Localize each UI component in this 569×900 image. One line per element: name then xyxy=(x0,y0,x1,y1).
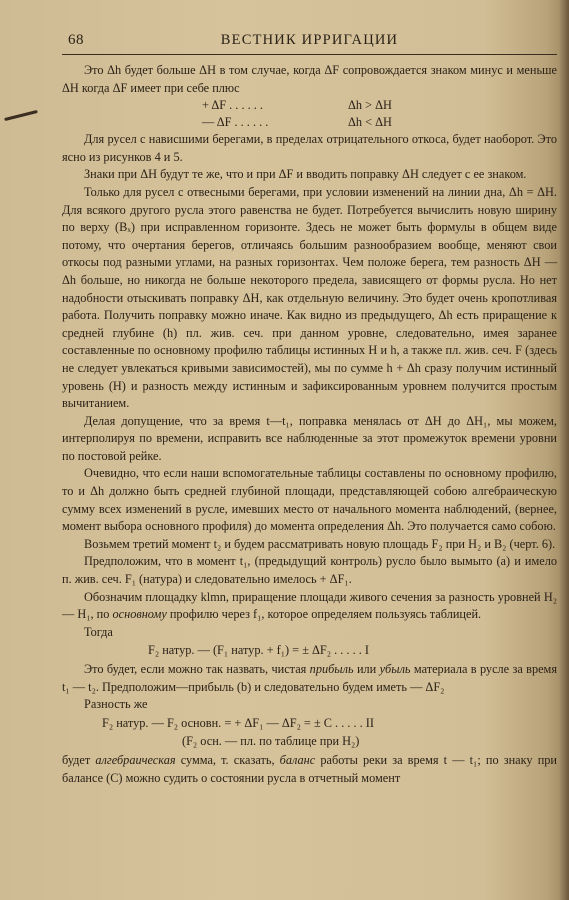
formula-two-note: (F₂ осн. — пл. по таблице при H₂) xyxy=(182,734,360,749)
formula-two: F₂ натур. — F₂ основн. = + ΔF₁ — ΔF₂ = ± C . . . . . II xyxy=(102,715,374,730)
text-run: будет xyxy=(62,752,96,767)
text-run: Обозначим площадку klmn, приращение площади живого сечения за разность уровней H₂ — H₁, по xyxy=(62,589,557,622)
paragraph: Делая допущение, что за время t—t₁, поправка менялась от ΔH до ΔH₁, мы можем, интерполируя по времени, исправить все наблюденные за этот промежуток времени уровни по постовой рейке. xyxy=(62,413,557,463)
header-rule xyxy=(62,54,557,55)
paragraph: Возьмем третий момент t₂ и будем рассматривать новую площадь F₂ при H₂ и B₂ (черт. 6). xyxy=(84,536,556,551)
body-text xyxy=(62,62,557,787)
page-edge-shadow xyxy=(559,0,569,900)
paragraph xyxy=(62,752,557,787)
italic-text: прибыль xyxy=(309,662,354,676)
paragraph: Это Δh будет больше ΔH в том случае, когда ΔF сопровождается знаком минус и меньше ΔH когда ΔF имеет при себе плюс xyxy=(62,63,557,95)
paragraph: Разность же xyxy=(84,697,148,712)
formula-plus-left: + ΔF . . . . . . xyxy=(202,98,263,113)
italic-text: убыль xyxy=(379,662,411,676)
text-run: материала в русле за время t₁ — t₂. Предположим—прибыль (b) и следовательно будем иметь — ΔF₂ xyxy=(62,662,557,694)
text-run: сумма, т. сказать, xyxy=(175,752,280,767)
text-run: или xyxy=(353,662,380,676)
formula-minus-left: — ΔF . . . . . . xyxy=(202,115,269,130)
formula-minus xyxy=(62,114,557,131)
text-run: работы реки за время t — t₁; по знаку при балансе (C) можно судить о состоянии русла в отчетный момент xyxy=(62,752,558,785)
paragraph xyxy=(62,589,557,624)
paragraph: Только для русел с отвесными берегами, при условии изменений на линии дна, Δh = ΔH. Для всякого другого русла этого равенства не будет. Потребуется вычислить новую ширину по верху (Bₓ) при исправленном горизонте. Здесь не может быть формулы в общем виде потому, что очертания берегов, отличаясь большим разнообразием вообще, меняют свои откосы под разными углами, на разных горизонтах. Чем положе берега, тем разность ΔH — Δh больше, но никогда не больше некоторого предела, зависящего от формы русла. Но нет надобности отыскивать поправку ΔH, как отдельную величину. Это будет очень кропотливая работа. Получить поправку можно иначе. Как видно из предыдущего, Δh есть приращение к средней глубине (h) пл. жив. сеч. при данном уровне, следовательно, имея заранее составленные по основному профилю таблицы истинных H и h, а также пл. жив. сеч. F (здесь не следует увлекаться кривыми зависимостей), мы по сумме h + Δh сразу получим истинный уровень (H) и разность между истинным и зафиксированным уровнем получится простым вычитанием. xyxy=(62,184,557,411)
page-number: 68 xyxy=(68,32,84,48)
text-run: Это будет, если можно так назвать, чистая xyxy=(84,662,310,676)
formula-minus-right: Δh < ΔH xyxy=(348,115,392,130)
formula-plus xyxy=(62,97,557,114)
text-run: профилю через f₁, которое определяем пользуясь таблицей. xyxy=(166,607,482,622)
page-header xyxy=(62,30,557,52)
italic-text: баланс xyxy=(279,752,316,767)
running-title: ВЕСТНИК ИРРИГАЦИИ xyxy=(220,32,399,48)
formula-one: F₂ натур. — (F₁ натур. + f₁) = ± ΔF₂ . . . . . I xyxy=(148,643,369,658)
paragraph: Предположим, что в момент t₁, (предыдущий контроль) русло было вымыто (a) и имело п. жив. сеч. F₁ (натура) и следовательно имелось + ΔF₁. xyxy=(62,554,557,587)
italic-text: основному xyxy=(112,607,167,622)
paragraph xyxy=(62,661,557,696)
paragraph: Знаки при ΔH будут те же, что и при ΔF и вводить поправку ΔH следует с ее знаком. xyxy=(84,167,527,182)
italic-text: алгебраическая xyxy=(95,752,176,767)
paragraph: Для русел с нависшими берегами, в пределах отрицательного откоса, будет наоборот. Это ясно из рисунков 4 и 5. xyxy=(62,132,557,164)
paragraph: Очевидно, что если наши вспомогательные таблицы составлены по основному профилю, то и Δh должно быть средней глубиной площади, представляющей собою алгебраическую сумму всех изменений в русле, имевших место от начального момента наблюдений, (вернее, момент выбора основного профиля) до момента определения Δh. Это получается само собою. xyxy=(62,466,557,534)
margin-pencil-mark xyxy=(4,110,38,121)
formula-plus-right: Δh > ΔH xyxy=(348,98,392,113)
paragraph: Тогда xyxy=(84,624,113,639)
